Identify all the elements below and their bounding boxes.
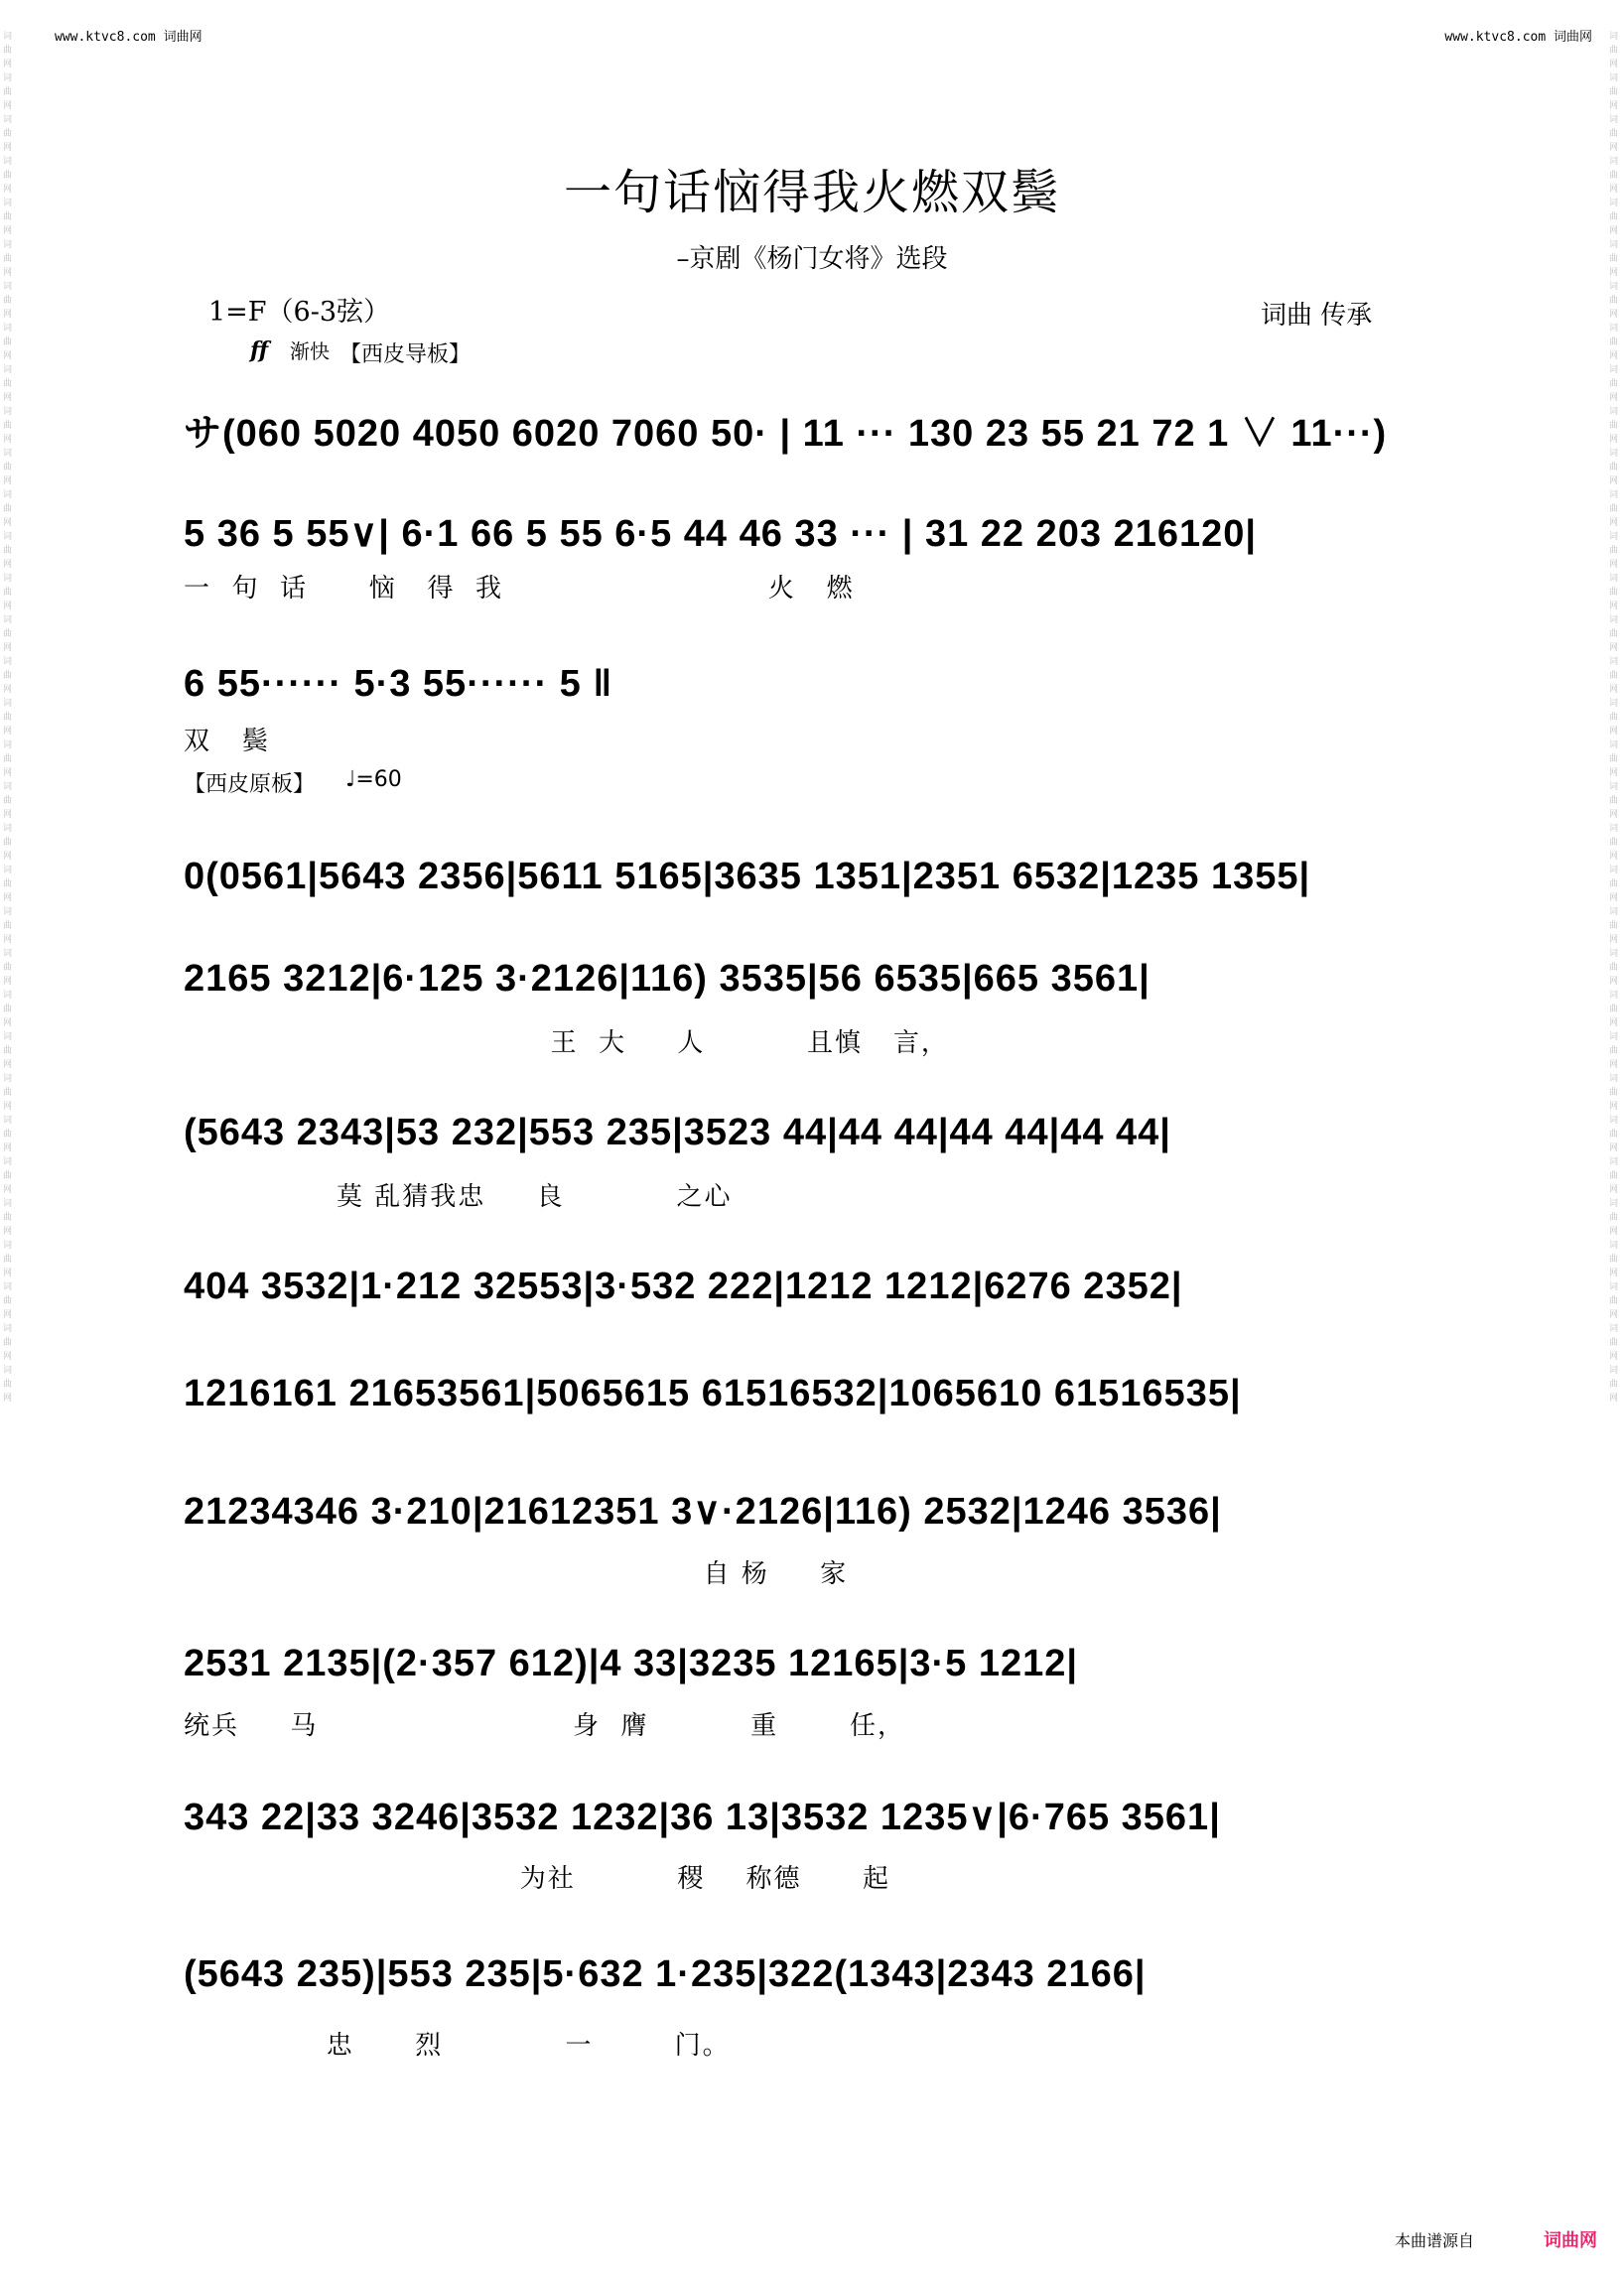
song-title: 一句话恼得我火燃双鬓 [563, 165, 1060, 220]
notation-line-12: (5643 235)|553 235|5·632 1·235|322(1343|2343 2166| [184, 1953, 1147, 1995]
lyrics-line-9: 自 杨 家 [184, 1559, 849, 1589]
footer-label: 本曲谱源自 [1395, 2231, 1475, 2250]
notation-line-7: 404 3532|1·212 32553|3·532 222|1212 1212|6276 2352| [184, 1266, 1183, 1307]
key-signature: 1=F（6-3弦） [208, 297, 391, 328]
notation-line-9: 21234346 3·210|21612351 3∨·2126|116) 2532|1246 3536| [184, 1491, 1222, 1533]
lyrics-line-12: 忠 烈 一 门。 [184, 2031, 731, 2061]
side-watermark-left: 词曲网词曲网词曲网词曲网词曲网词曲网词曲网词曲网词曲网词曲网词曲网词曲网词曲网词曲网词曲网词曲网词曲网词曲网词曲网词曲网词曲网词曲网词曲网词曲网词曲网词曲网词曲网词曲网词曲网词曲网词曲网词曲网词曲网 [3, 32, 13, 1404]
notation-line-5: 2165 3212|6·125 3·2126|116) 3535|56 6535|665 3561| [184, 958, 1150, 1000]
notation-line-6: (5643 2343|53 232|553 235|3523 44|44 44|44 44|44 44| [184, 1112, 1171, 1153]
lyrics-line-6: 莫 乱猜我忠 良 之心 [184, 1182, 733, 1212]
notation-line-11: 343 22|33 3246|3532 1232|36 13|3532 1235∨|6·765 3561| [184, 1797, 1221, 1838]
notation-line-4: 0(0561|5643 2356|5611 5165|3635 1351|2351 6532|1235 1355| [184, 856, 1311, 897]
notation-line-10: 2531 2135|(2·357 612)|4 33|3235 12165|3·5 1212| [184, 1643, 1078, 1684]
notation-line-8: 1216161 21653561|5065615 61516532|1065610 61516535| [184, 1373, 1242, 1414]
dynamic-marking: ff [250, 337, 269, 363]
lyrics-line-2: 一 句 话 恼 得 我 火 燃 [184, 574, 855, 603]
side-watermark-right: 词曲网词曲网词曲网词曲网词曲网词曲网词曲网词曲网词曲网词曲网词曲网词曲网词曲网词曲网词曲网词曲网词曲网词曲网词曲网词曲网词曲网词曲网词曲网词曲网词曲网词曲网词曲网词曲网词曲网词曲网词曲网词曲网词曲网 [1609, 32, 1619, 1404]
section-name-yuanban: 【西皮原板】 [184, 772, 316, 797]
section-tempo: ♩=60 [345, 767, 402, 792]
lyrics-line-11: 为社 稷 称德 起 [184, 1864, 891, 1894]
song-subtitle: –京剧《杨门女将》选段 [676, 244, 948, 274]
lyrics-line-3: 双 鬓 [184, 727, 270, 756]
header-left-watermark: www.ktvc8.com 词曲网 [55, 30, 203, 45]
notation-line-2: 5 36 5 55∨| 6·1 66 5 55 6·5 44 46 33 ··· | 31 22 203 216120| [184, 513, 1258, 555]
header-right-watermark: www.ktvc8.com 词曲网 [1444, 30, 1592, 45]
lyrics-line-10: 统兵 马 身 膺 重 任， [184, 1711, 905, 1741]
notation-line-1: サ(060 5020 4050 6020 7060 50· | 11 ··· 130 23 55 21 72 1 ∨ 11···) [184, 413, 1388, 455]
tempo-marking: 渐快 [290, 339, 330, 363]
section-name-daoban: 【西皮导板】 [339, 342, 472, 367]
footer-site-link[interactable]: 词曲网 [1544, 2230, 1597, 2251]
lyrics-line-5: 王 大 人 且慎 言， [184, 1028, 949, 1058]
notation-line-3: 6 55······ 5·3 55······ 5 ‖ [184, 663, 613, 705]
credit: 词曲 传承 [1261, 301, 1373, 331]
